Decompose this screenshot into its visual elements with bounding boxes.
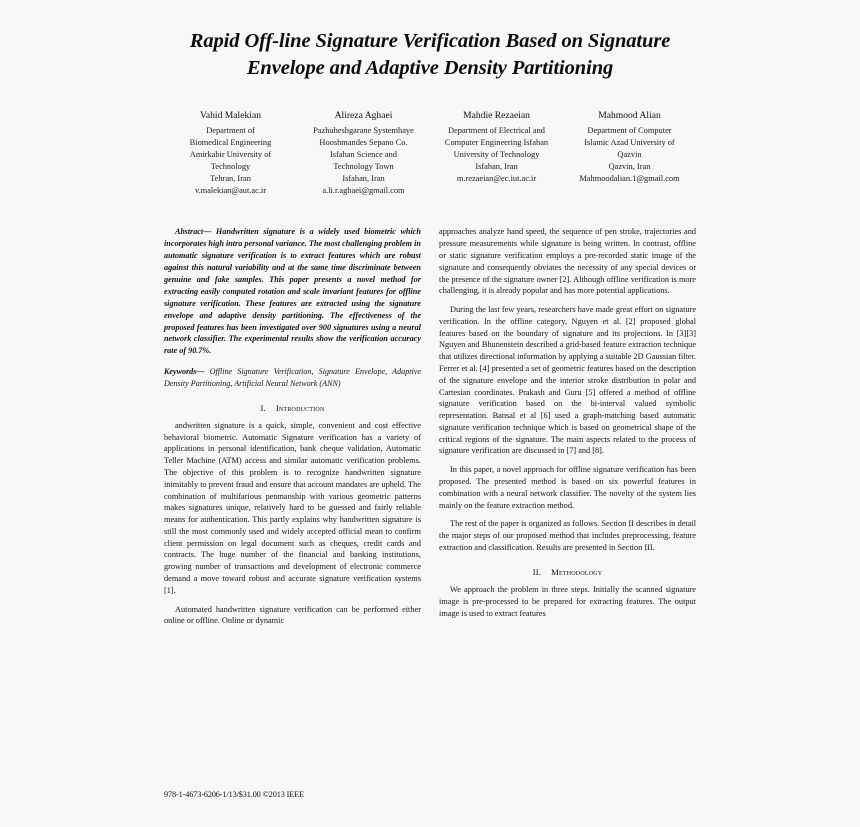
author-organization: Computer Engineering Isfahan — [444, 137, 549, 147]
keywords-paragraph — [164, 366, 421, 389]
abstract-label: Abstract— — [175, 227, 212, 237]
author-name: Alireza Aghaei — [334, 109, 393, 121]
author-university-cont: Technology Town — [333, 161, 394, 171]
author-city: Qazvin, Iran — [608, 161, 651, 171]
section-name: Introduction — [275, 402, 325, 413]
paragraph: During the last few years, researchers have made great effort on signature verification. In the offline category, Nguyen et al. [2] proposed global features based on the boundary of signature and its projections. In [3][3] Nguyen and Bhunenstein described a grid-based feature extraction technique that utilizes directional information by applying a suitable 2D Gaussian filter. Ferrer et al. [4] presented a set of geometric features based on the description of the signature envelope and the interior stroke distribution in polar and Cartesian coordinates. Prakash and Guru [5] offered a method of offline signature verification based on the bi-interval valued symbolic representation. Bansal et al [6] used a graph-matching based automatic signature verification technique which is based on geometrical shape of the critical regions of the signature. The main aspects related to the process of signature verification are discussed in [7] and [8]. — [439, 305, 696, 456]
author-department: Department of — [206, 125, 255, 135]
author-department: Pazhuheshgarane Systemhaye — [313, 125, 414, 135]
author-email: a.li.r.aghaei@gmail.com — [322, 185, 405, 195]
author-university: Qazvin — [617, 149, 642, 159]
author-university-cont: Technology — [210, 161, 251, 171]
keywords-label: Keywords— — [164, 367, 205, 377]
author-organization: Islamic Azad University of — [584, 137, 675, 147]
left-column — [164, 226, 421, 634]
paragraph: andwritten signature is a quick, simple, convenient and cost effective behavioral biometric. Automatic Signature verification has a variety of applications in personal identification, bank cheque validation, Automatic Teller Machine (ATM) access and similar automatic verification problems. The objective of this problem is to recognize handwritten signature inimitably to prevent fraud and ensure that account mandates are upheld. The combination of multifarious penmanship with various geometric patterns makes signatures unique, relatively hard to be guessed and fairly reliable means for authentication. This partly explains why handwritten signature is still the most commonly used and widely accepted official mean to confirm client permission on legal document such as cheques, credit cards and contracts. The huge number of the financial and banking institutions, growing number of transactions and development of electronic commerce demand a move toward robust and accurate signature verification systems [1]. — [164, 420, 421, 595]
author-name: Vahid Malekian — [199, 109, 261, 121]
paragraph: Automated handwritten signature verification can be performed either online or offline. Online or dynamic — [164, 604, 421, 626]
section-numeral: I. — [260, 402, 266, 413]
author-entry — [297, 109, 430, 197]
author-organization: Hooshmandes Sepano Co. — [319, 137, 408, 147]
author-entry — [164, 109, 297, 197]
paragraph: In this paper, a novel approach for offline signature verification has been proposed. The presented method is based on six powerful features in combination with a neural network classifier. The novelty of the system lies mainly on the feature extraction method. — [439, 465, 696, 510]
section-heading-introduction — [164, 402, 421, 414]
section-name: Methodology — [551, 566, 603, 577]
abstract-text: Handwritten signature is a widely used biometric which incorporates high intra personal variance. The most challenging problem in automatic signature verification is to extract features which are robust against this natural variability and at the same time discriminate between genuine and fake samples. This paper presents a novel method for extracting easily computed rotation and scale invariant features for offline signature verification. These features are extracted using the signature envelope and adaptive density partitioning. The effectiveness of the proposed features has been investigated over 900 signatures using a neural network classifier. The experimental results show the verification accuracy rate of 90.7%. — [164, 227, 421, 356]
section-numeral: II. — [532, 566, 542, 577]
right-column — [439, 226, 696, 634]
author-entry — [563, 109, 696, 197]
author-name: Mahmood Alian — [598, 109, 661, 121]
paper-sheet — [160, 0, 700, 827]
section-heading-methodology — [439, 566, 696, 578]
keywords-text: Offline Signature Verification, Signature Envelope, Adaptive Density Partitioning, Artificial Neural Network (ANN) — [164, 367, 421, 388]
page-title: Rapid Off-line Signature Verification Based on Signature Envelope and Adaptive Density Partitioning — [189, 30, 671, 80]
author-city: Tehran, Iran — [210, 173, 251, 183]
author-entry — [430, 109, 563, 197]
author-organization: Biomedical Engineering — [189, 137, 272, 147]
body-columns — [160, 226, 700, 634]
author-university: University of Technology — [453, 149, 540, 159]
author-block — [160, 109, 700, 197]
paragraph: The rest of the paper is organized as follows. Section II describes in detail the major steps of our proposed method that includes preprocessing, feature extraction and classification. Results are presented in Section III. — [439, 519, 696, 552]
paragraph: We approach the problem in three steps. Initially the scanned signature image is pre-processed to be prepared for extracting features. The output image is used to extract features — [439, 584, 696, 618]
author-department: Department of Computer — [587, 125, 672, 135]
paragraph: approaches analyze hand speed, the sequence of pen stroke, trajectories and pressure measurements while signature is being written. In contrast, offline or static signature verification employs a pre-recorded static image of the signature and consequently obviates the necessity of any special devices or the presence of the signature owner [2]. Although offline verification is more challenging, it is already popular and has more potential applications. — [439, 227, 696, 296]
author-name: Mahdie Rezaeian — [463, 109, 530, 121]
footer-copyright: 978-1-4673-6206-1/13/$31.00 ©2013 IEEE — [164, 790, 304, 799]
abstract-paragraph — [164, 226, 421, 357]
author-email: m.rezaeian@ec.iut.ac.ir — [456, 173, 537, 183]
author-email: Mahmoodalian.1@gmail.com — [579, 173, 680, 183]
author-city: Isfahan, Iran — [475, 161, 518, 171]
author-university: Isfahan Science and — [330, 149, 397, 159]
author-city: Isfahan, Iran — [342, 173, 385, 183]
author-email: v.malekian@aut.ac.ir — [194, 185, 267, 195]
author-university: Amirkabir University of — [189, 149, 272, 159]
author-department: Department of Electrical and — [448, 125, 545, 135]
